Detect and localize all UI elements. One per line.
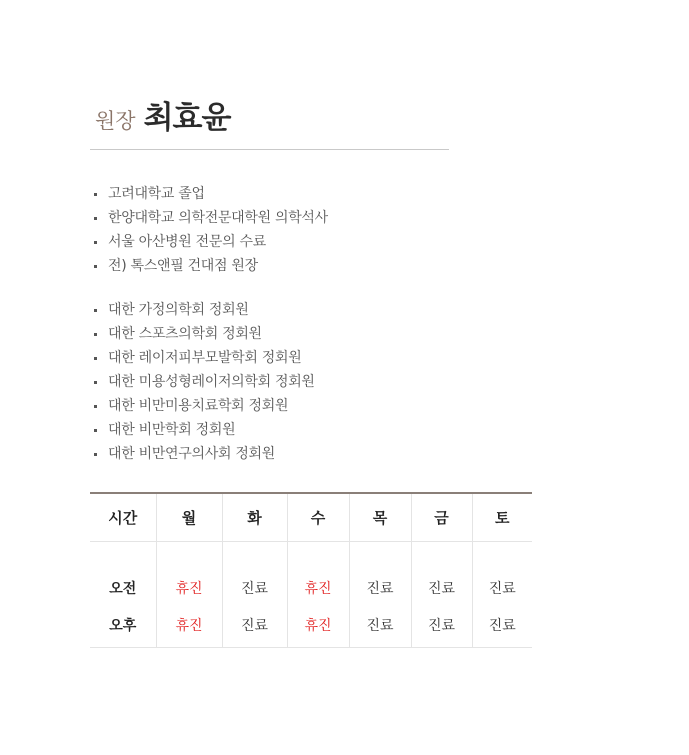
schedule-row-morning	[90, 542, 532, 604]
header-sat: 토	[472, 493, 532, 542]
membership-text: 대한 비만미용치료학회 정회원	[108, 398, 289, 414]
schedule-row-afternoon	[90, 603, 532, 648]
cell-afternoon-wed: 휴진	[287, 603, 349, 648]
membership-list	[90, 298, 315, 466]
bullet-icon	[94, 265, 97, 268]
cell-afternoon-sat: 진료	[472, 603, 532, 648]
cell-morning-mon: 휴진	[156, 542, 222, 604]
doctor-role: 원장	[95, 109, 136, 133]
membership-item	[90, 370, 315, 394]
cell-morning-fri: 진료	[411, 542, 472, 604]
career-text: 전) 톡스앤필 건대점 원장	[108, 258, 258, 274]
bullet-icon	[94, 405, 97, 408]
membership-item	[90, 346, 315, 370]
career-text: 한양대학교 의학전문대학원 의학석사	[108, 210, 328, 226]
schedule-header-row	[90, 493, 532, 542]
header-wed: 수	[287, 493, 349, 542]
membership-text: 대한 레이저피부모발학회 정회원	[108, 350, 302, 366]
career-list	[90, 182, 328, 278]
career-text: 고려대학교 졸업	[108, 186, 205, 202]
row-label-morning: 오전	[109, 581, 137, 597]
membership-item	[90, 322, 315, 346]
bullet-icon	[94, 309, 97, 312]
career-item	[90, 206, 328, 230]
header-tue: 화	[222, 493, 287, 542]
bullet-icon	[94, 193, 97, 196]
cell-morning-sat: 진료	[472, 542, 532, 604]
bullet-icon	[94, 453, 97, 456]
header-fri: 금	[411, 493, 472, 542]
header-time: 시간	[90, 493, 156, 542]
bullet-icon	[94, 357, 97, 360]
bullet-icon	[94, 241, 97, 244]
row-label-afternoon: 오후	[90, 603, 156, 648]
membership-item	[90, 298, 315, 322]
cell-afternoon-fri: 진료	[411, 603, 472, 648]
doctor-title	[95, 92, 230, 137]
membership-item	[90, 442, 315, 466]
header-mon: 월	[156, 493, 222, 542]
career-text: 서울 아산병원 전문의 수료	[108, 234, 266, 250]
title-divider	[90, 149, 449, 150]
career-item	[90, 182, 328, 206]
career-item	[90, 230, 328, 254]
schedule-table	[90, 492, 532, 648]
bullet-icon	[94, 217, 97, 220]
doctor-name: 최효윤	[143, 100, 231, 136]
membership-text: 대한 비만연구의사회 정회원	[108, 446, 275, 462]
header-thu: 목	[349, 493, 411, 542]
cell-afternoon-mon: 휴진	[156, 603, 222, 648]
bullet-icon	[94, 429, 97, 432]
bullet-icon	[94, 381, 97, 384]
career-item	[90, 254, 328, 278]
bullet-icon	[94, 333, 97, 336]
cell-morning-thu: 진료	[349, 542, 411, 604]
cell-afternoon-tue: 진료	[222, 603, 287, 648]
cell-morning-tue: 진료	[222, 542, 287, 604]
membership-text: 대한 미용성형레이저의학회 정회원	[108, 374, 315, 390]
membership-text: 대한 스포츠의학회 정회원	[108, 326, 262, 342]
membership-text: 대한 가정의학회 정회원	[108, 302, 249, 318]
membership-item	[90, 394, 315, 418]
membership-text: 대한 비만학회 정회원	[108, 422, 236, 438]
cell-afternoon-thu: 진료	[349, 603, 411, 648]
membership-item	[90, 418, 315, 442]
cell-morning-wed: 휴진	[287, 542, 349, 604]
